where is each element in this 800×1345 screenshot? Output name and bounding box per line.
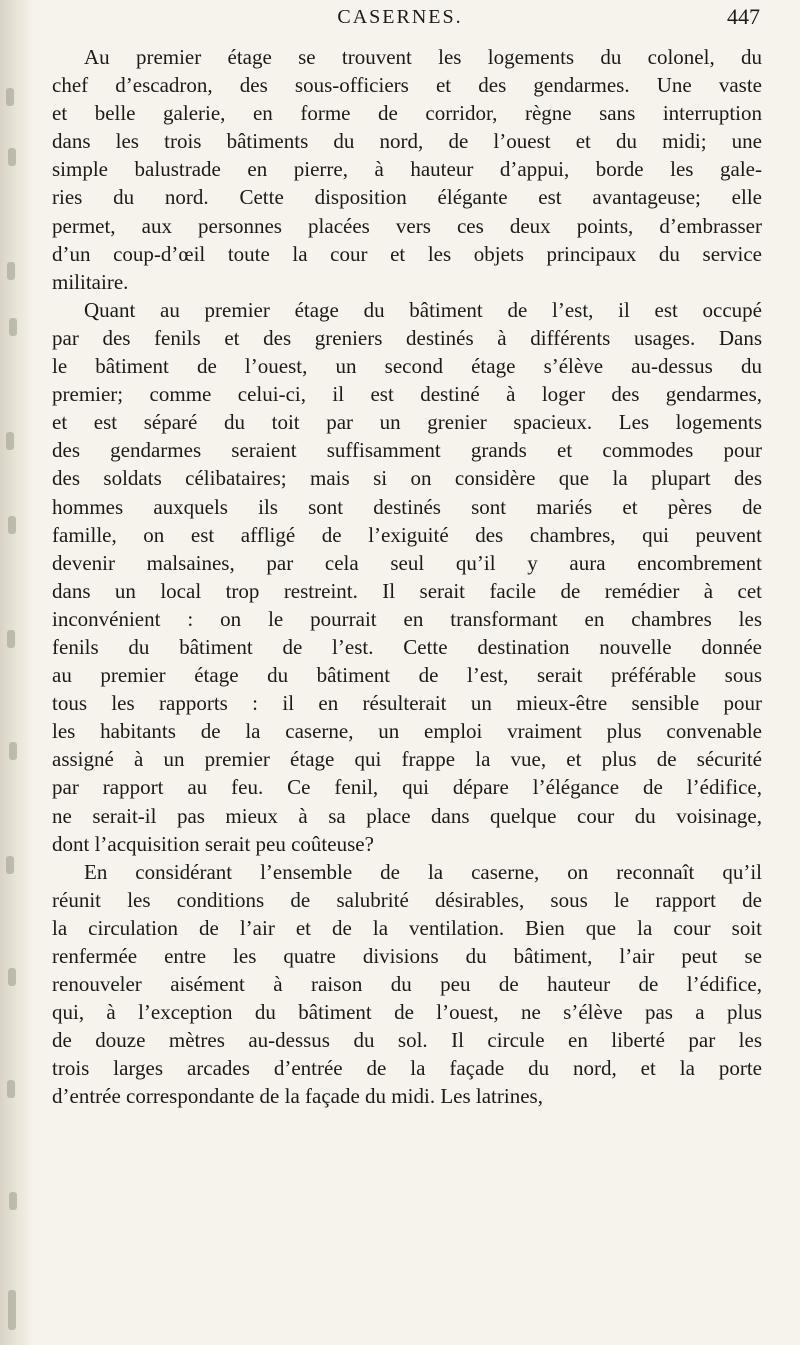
- page-header: [0, 2, 800, 36]
- gutter-mark: [8, 968, 16, 986]
- text-line: permet, aux personnes placées vers ces deux points, d’embrasser: [52, 213, 762, 238]
- paragraph: [52, 858, 762, 1111]
- gutter-mark: [7, 630, 15, 648]
- text-line: et est séparé du toit par un grenier spacieux. Les logements: [52, 410, 762, 435]
- text-line: devenir malsaines, par cela seul qu’il y aura encombrement: [52, 550, 762, 575]
- page-number: 447: [727, 4, 760, 29]
- text-line: dans un local trop restreint. Il serait facile de remédier à cet: [52, 578, 762, 603]
- gutter-mark: [7, 262, 15, 280]
- gutter-mark: [8, 1290, 16, 1330]
- text-line: et belle galerie, en forme de corridor, règne sans interruption: [52, 101, 762, 126]
- paragraph: [52, 43, 762, 296]
- gutter-mark: [8, 516, 16, 534]
- gutter-mark: [6, 432, 14, 450]
- text-line: En considérant l’ensemble de la caserne, on reconnaît qu’il: [84, 859, 762, 884]
- text-line: des gendarmes seraient suffisamment grands et commodes pour: [52, 438, 762, 463]
- page-gutter: [0, 0, 34, 1345]
- text-line: par rapport au feu. Ce fenil, qui dépare l’élégance de l’édifice,: [52, 775, 762, 800]
- text-line: par des fenils et des greniers destinés à différents usages. Dans: [52, 325, 762, 350]
- text-line: au premier étage du bâtiment de l’est, serait préférable sous: [52, 663, 762, 688]
- gutter-mark: [6, 856, 14, 874]
- text-line: fenils du bâtiment de l’est. Cette destination nouvelle donnée: [52, 634, 762, 659]
- text-line: les habitants de la caserne, un emploi vraiment plus convenable: [52, 719, 762, 744]
- text-line: Au premier étage se trouvent les logements du colonel, du: [84, 45, 762, 69]
- text-line: d’un coup-d’œil toute la cour et les objets principaux du service: [52, 241, 762, 266]
- text-line: famille, on est affligé de l’exiguité des chambres, qui peuvent: [52, 522, 762, 547]
- text-line: ries du nord. Cette disposition élégante est avantageuse; elle: [52, 185, 762, 210]
- text-line: dans les trois bâtiments du nord, de l’ouest et du midi; une: [52, 129, 762, 154]
- text-line: dont l’acquisition serait peu coûteuse?: [52, 831, 374, 856]
- text-line: tous les rapports : il en résulterait un mieux-être sensible pour: [52, 691, 762, 716]
- body-text: [52, 43, 762, 1111]
- text-line: renfermée entre les quatre divisions du bâtiment, l’air peut se: [52, 944, 762, 968]
- text-line: inconvénient : on le pourrait en transformant en chambres les: [52, 606, 762, 631]
- gutter-mark: [9, 742, 17, 760]
- text-line: d’entrée correspondante de la façade du midi. Les latrines,: [52, 1084, 543, 1109]
- text-line: trois larges arcades d’entrée de la façade du nord, et la porte: [52, 1056, 762, 1081]
- text-line: Quant au premier étage du bâtiment de l’est, il est occupé: [84, 297, 762, 322]
- text-line: le bâtiment de l’ouest, un second étage s’élève au-dessus du: [52, 354, 762, 379]
- gutter-mark: [7, 1080, 15, 1098]
- gutter-mark: [9, 1192, 17, 1210]
- text-line: hommes auxquels ils sont destinés sont mariés et pères de: [52, 494, 762, 519]
- gutter-mark: [9, 318, 17, 336]
- gutter-mark: [6, 88, 14, 106]
- running-head: CASERNES.: [337, 6, 463, 28]
- text-line: de douze mètres au-dessus du sol. Il circule en liberté par les: [52, 1028, 762, 1053]
- text-line: militaire.: [52, 269, 129, 294]
- text-line: simple balustrade en pierre, à hauteur d’appui, borde les gale-: [52, 157, 762, 182]
- paragraph: [52, 296, 762, 858]
- text-line: assigné à un premier étage qui frappe la vue, et plus de sécurité: [52, 747, 762, 772]
- gutter-mark: [8, 148, 16, 166]
- text-line: réunit les conditions de salubrité désirables, sous le rapport de: [52, 887, 762, 912]
- text-line: premier; comme celui-ci, il est destiné à loger des gendarmes,: [52, 382, 762, 407]
- text-line: chef d’escadron, des sous-officiers et des gendarmes. Une vaste: [52, 73, 762, 98]
- text-line: qui, à l’exception du bâtiment de l’ouest, ne s’élève pas a plus: [52, 1000, 762, 1025]
- text-line: renouveler aisément à raison du peu de hauteur de l’édifice,: [52, 972, 762, 997]
- text-line: la circulation de l’air et de la ventilation. Bien que la cour soit: [52, 915, 762, 940]
- text-line: ne serait-il pas mieux à sa place dans quelque cour du voisinage,: [52, 803, 762, 828]
- text-line: des soldats célibataires; mais si on considère que la plupart des: [52, 466, 762, 491]
